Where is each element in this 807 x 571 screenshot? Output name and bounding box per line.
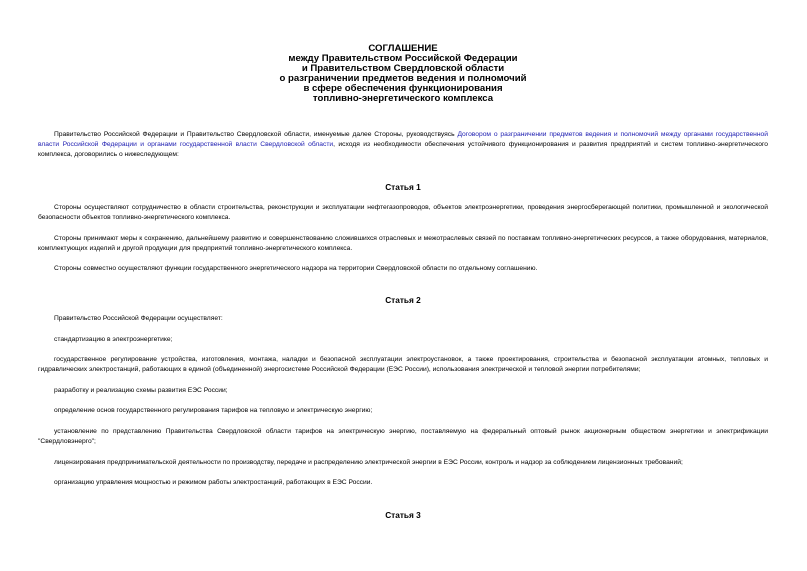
article-3-heading: Статья 3 [385, 510, 421, 520]
document-title [38, 44, 768, 104]
preamble-text-after: , исходя из необходимости обеспечения устойчивого функционирования и развития предприятий и систем топливно-энергетического комплекса, договорились о нижеследующем: [38, 141, 768, 158]
article-2-heading: Статья 2 [385, 295, 421, 305]
title-line-2: между Правительством Российской Федерации [288, 53, 518, 64]
article-1-paragraph-3: Стороны совместно осуществляют функции государственного энергетического надзора на территории Свердловской области по отдельному соглашению. [54, 265, 538, 272]
article-2-paragraph-1: Правительство Российской Федерации осуществляет: [54, 315, 223, 322]
article-2-paragraph-3: государственное регулирование устройства, изготовления, монтажа, наладки и безопасной эксплуатации электроустановок, а также проектирования, строительства и безопасной эксплуатации атомных, тепловых и гидравлических электростанций, работающих в единой (объединенной) энергосистеме Российской Федерации (ЕЭС России), использования электрической и тепловой энергии потребителями; [38, 356, 768, 373]
title-line-1: СОГЛАШЕНИЕ [368, 43, 438, 54]
treaty-link[interactable]: Договором о разграничении предметов ведения и полномочий между органами государственной власти Российской Федерации и органами государственной власти Свердловской области [38, 131, 769, 148]
article-2-paragraph-4: разработку и реализацию схемы развития ЕЭС России; [54, 387, 228, 394]
title-line-6: топливно-энергетического комплекса [312, 93, 494, 104]
article-2-paragraph-8: организацию управления мощностью и режимом работы электростанций, работающих в ЕЭС России. [54, 479, 373, 486]
article-1-heading: Статья 1 [385, 182, 421, 192]
title-line-4: о разграничении предметов ведения и полномочий [279, 73, 527, 84]
title-line-5: в сфере обеспечения функционирования [303, 83, 503, 94]
article-1-paragraph-1: Стороны осуществляют сотрудничество в области строительства, реконструкции и эксплуатации нефтегазопроводов, объектов электроэнергетики, проведения энергосберегающей политики, промышленной и экологической безопасности объектов топливно-энергетического комплекса. [38, 204, 768, 221]
preamble-text-before: Правительство Российской Федерации и Правительство Свердловской области, именуемые далее Стороны, руководствуясь [54, 131, 458, 138]
article-2-paragraph-2: стандартизацию в электроэнергетике; [54, 336, 173, 343]
article-2-paragraph-6: установление по представлению Правительства Свердловской области тарифов на электрическую энергию, поставляемую на федеральный оптовый рынок акционерным обществом энергетики и электрификации "Свердловэнерго"; [38, 428, 768, 445]
article-2-paragraph-5: определение основ государственного регулирования тарифов на тепловую и электрическую энергию; [54, 407, 373, 414]
preamble-paragraph [38, 130, 768, 160]
article-1-paragraph-2: Стороны принимают меры к сохранению, дальнейшему развитию и совершенствованию сложившихся отраслевых и межотраслевых связей по поставкам топливно-энергетических ресурсов, а также оборудования, материалов, комплектующих изделий и другой продукции для предприятий топливно-энергетического комплекса. [38, 235, 768, 252]
article-2-paragraph-7: лицензирования предпринимательской деятельности по производству, передаче и распределению электрической энергии в ЕЭС России, контроль и надзор за соблюдением лицензионных требований; [54, 459, 683, 466]
title-line-3: и Правительством Свердловской области [301, 63, 505, 74]
